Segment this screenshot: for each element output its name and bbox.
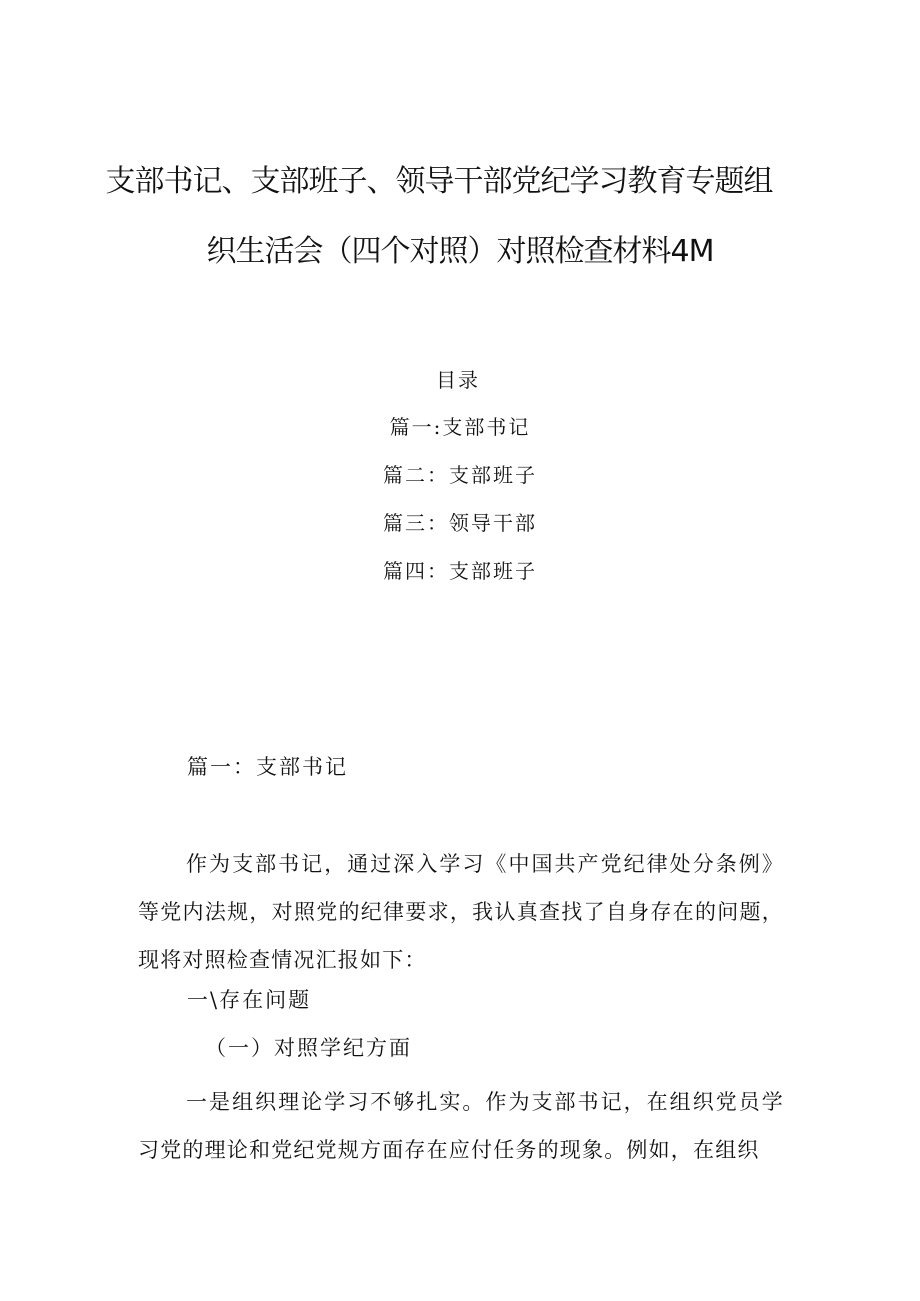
toc-heading: 目录	[436, 368, 480, 392]
section-heading: 篇一：支部书记	[187, 755, 348, 779]
body-paragraph: 一是组织理论学习不够扎实。作为支部书记，在组织党员学习党的理论和党纪党规方面存在应付任务的现象。例如，在组织	[138, 1090, 784, 1162]
toc-item: 篇四：支部班子	[383, 559, 537, 583]
toc-item: 篇一:支部书记	[389, 415, 531, 439]
toc-item: 篇二：支部班子	[383, 463, 537, 487]
toc-item: 篇三：领导干部	[383, 511, 537, 535]
document-title-line-2: 织生活会（四个对照）对照检查材料4M	[206, 234, 714, 269]
issue-heading: 一\存在问题	[187, 988, 312, 1012]
sub-heading: （一）对照学纪方面	[205, 1036, 412, 1060]
document-title-line-1: 支部书记、支部班子、领导干部党纪学习教育专题组	[105, 164, 773, 199]
intro-paragraph: 作为支部书记，通过深入学习《中国共产党纪律处分条例》等党内法规，对照党的纪律要求，我认真查找了自身存在的问题，现将对照检查情况汇报如下：	[138, 852, 784, 972]
